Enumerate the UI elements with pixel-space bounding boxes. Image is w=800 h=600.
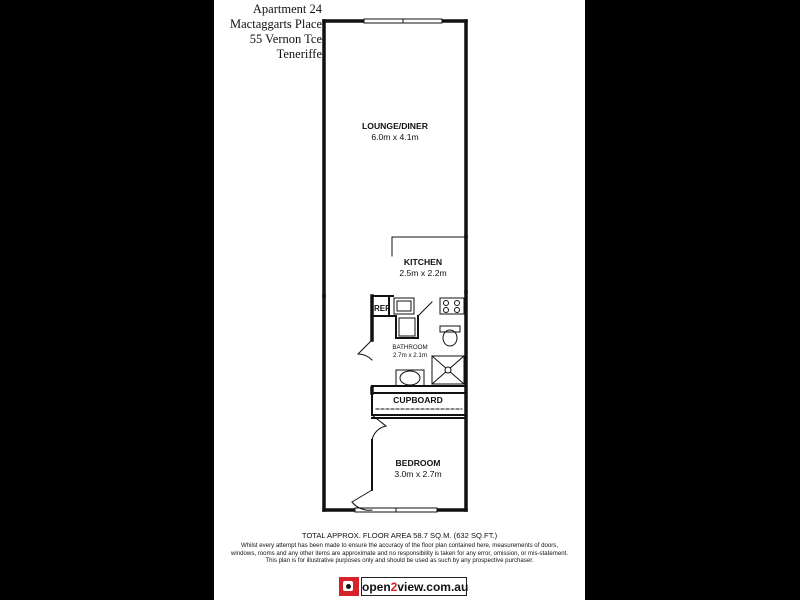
logo-text-open: open bbox=[362, 580, 391, 594]
address-line-4: Teneriffe bbox=[276, 47, 322, 61]
address-line-1: Apartment 24 bbox=[252, 2, 322, 16]
ref-label bbox=[373, 303, 391, 314]
bedroom-label bbox=[378, 458, 458, 480]
logo-text bbox=[361, 577, 467, 596]
logo-text-2: 2 bbox=[390, 580, 398, 594]
lounge-label bbox=[345, 121, 445, 143]
logo-mark-icon bbox=[339, 577, 359, 596]
disclaimer: Whilst every attempt has been made to ensure the accuracy of the floor plan contained here, measurements of doors, windows, rooms and any other items are approximate and no responsibility is taken for any error, omission, or mis-statement. This plan is for illustrative purposes only and should be used as such by any prospective purchaser. bbox=[231, 542, 568, 565]
footer bbox=[214, 531, 585, 565]
cupboard-label bbox=[386, 395, 450, 406]
address-line-2: Mactaggarts Place bbox=[230, 17, 322, 31]
bedroom-size: 3.0m x 2.7m bbox=[394, 469, 442, 479]
bathroom-name: BATHROOM bbox=[392, 344, 428, 351]
bedroom-name: BEDROOM bbox=[395, 458, 441, 468]
kitchen-fixtures bbox=[394, 298, 464, 336]
kitchen-name: KITCHEN bbox=[403, 257, 443, 267]
cupboard-name: CUPBOARD bbox=[393, 395, 443, 405]
kitchen-size: 2.5m x 2.2m bbox=[399, 268, 447, 278]
ref-name: REF bbox=[374, 304, 390, 313]
total-floor-area: TOTAL APPROX. FLOOR AREA 58.7 SQ.M. (632 SQ.FT.) bbox=[301, 531, 498, 540]
address-line-3: 55 Vernon Tce bbox=[249, 32, 322, 46]
logo-text-domain: view.com.au bbox=[397, 580, 469, 594]
lounge-name: LOUNGE/DINER bbox=[362, 121, 428, 131]
kitchen-label bbox=[378, 257, 468, 279]
bathroom-size: 2.7m x 2.1m bbox=[392, 352, 428, 359]
bathroom-label bbox=[385, 344, 435, 360]
open2view-logo[interactable] bbox=[339, 577, 471, 596]
lounge-size: 6.0m x 4.1m bbox=[371, 132, 419, 142]
